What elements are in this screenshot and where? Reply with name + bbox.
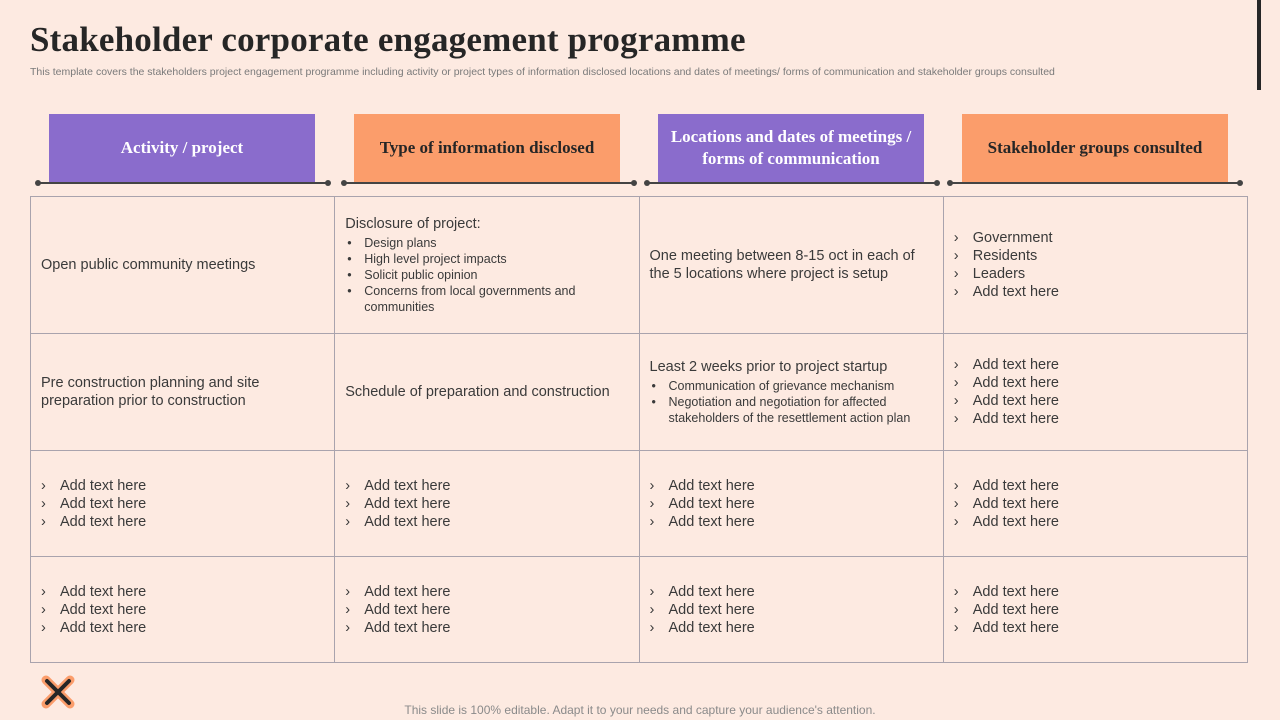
- header-activity: Activity / project: [49, 114, 315, 182]
- list-item: • Communication of grievance mechanism: [650, 378, 933, 394]
- page-title: Stakeholder corporate engagement programme: [30, 20, 746, 59]
- chevron-right-icon: ›: [953, 495, 959, 512]
- chevron-right-icon: ›: [953, 230, 959, 246]
- chevron-right-icon: ›: [953, 375, 959, 391]
- cell-location: [639, 334, 943, 451]
- list-item: › Add text here: [649, 619, 755, 636]
- list-item: › Add text here: [345, 513, 451, 530]
- chevron-right-icon: ›: [41, 583, 46, 600]
- groups-list: [954, 229, 1237, 301]
- chevron-right-icon: ›: [953, 248, 959, 264]
- chevron-right-icon: ›: [953, 284, 959, 300]
- list-item: › Add text here: [953, 411, 1059, 427]
- line-dot: [325, 180, 331, 186]
- info-bullet-list: [345, 235, 628, 315]
- list-item: › Add text here: [953, 495, 1059, 512]
- chevron-right-icon: ›: [953, 583, 959, 600]
- list-item: › Add text here: [41, 619, 147, 636]
- cell-location: One meeting between 8-15 oct in each of the 5 locations where project is setup: [639, 197, 943, 334]
- list-item: › Add text here: [953, 357, 1059, 373]
- cell-location: [639, 557, 943, 663]
- header-underline: [647, 182, 937, 184]
- list-item: • High level project impacts: [345, 251, 628, 267]
- chevron-right-icon: ›: [953, 477, 959, 494]
- chevron-right-icon: ›: [953, 411, 959, 427]
- chevron-right-icon: ›: [649, 495, 655, 512]
- chevron-right-icon: ›: [41, 601, 46, 618]
- header-information: Type of information disclosed: [354, 114, 620, 182]
- chevron-right-icon: ›: [953, 513, 959, 530]
- chevron-right-icon: ›: [953, 601, 959, 618]
- list-item: › Add text here: [41, 513, 147, 530]
- accent-bar: [1257, 0, 1261, 90]
- list-item: • Negotiation and negotiation for affected stakeholders of the resettlement action plan: [650, 394, 933, 426]
- chevron-right-icon: ›: [953, 619, 959, 636]
- list-item: › Add text here: [953, 513, 1059, 530]
- location-intro: Least 2 weeks prior to project startup: [649, 359, 888, 375]
- chevron-right-icon: ›: [953, 357, 959, 373]
- table-row: [31, 197, 1248, 334]
- list-item: › Add text here: [953, 284, 1059, 300]
- cell-groups: [943, 557, 1247, 663]
- chevron-right-icon: ›: [649, 583, 655, 600]
- chevron-right-icon: ›: [345, 477, 351, 494]
- groups-list: [954, 356, 1237, 428]
- cell-information: [335, 197, 639, 334]
- chevron-right-icon: ›: [649, 619, 655, 636]
- list-item: › Add text here: [953, 393, 1059, 409]
- cell-information: [335, 557, 639, 663]
- line-dot: [644, 180, 650, 186]
- list-item: › Add text here: [41, 601, 147, 618]
- info-intro: Disclosure of project:: [345, 216, 481, 232]
- list-item: › Add text here: [345, 601, 451, 618]
- header-underline: [344, 182, 634, 184]
- chevron-right-icon: ›: [649, 601, 655, 618]
- page-subtitle: This template covers the stakeholders project engagement programme including activity or project types of information disclosed locations and dates of meetings/ forms of communication and stakeholder groups consulted: [30, 66, 1055, 78]
- list-item: › Leaders: [953, 266, 1026, 282]
- chevron-right-icon: ›: [345, 583, 351, 600]
- chevron-right-icon: ›: [41, 495, 46, 512]
- list-item: › Add text here: [345, 495, 451, 512]
- list-item: › Add text here: [41, 477, 147, 494]
- cell-information: [335, 451, 639, 557]
- list-item: › Add text here: [649, 477, 755, 494]
- cell-activity: Open public community meetings: [31, 197, 335, 334]
- list-item: › Add text here: [649, 601, 755, 618]
- cell-activity: Pre construction planning and site preparation prior to construction: [31, 334, 335, 451]
- location-bullet-list: [650, 378, 933, 426]
- header-underline: [38, 182, 328, 184]
- line-dot: [1237, 180, 1243, 186]
- cell-activity: [31, 557, 335, 663]
- cell-information: Schedule of preparation and construction: [335, 334, 639, 451]
- chevron-right-icon: ›: [345, 601, 351, 618]
- list-item: • Concerns from local governments and communities: [345, 283, 628, 315]
- footer-note: This slide is 100% editable. Adapt it to your needs and capture your audience's attention.: [404, 703, 876, 717]
- engagement-table: [30, 196, 1248, 663]
- list-item: › Government: [953, 230, 1053, 246]
- chevron-right-icon: ›: [953, 393, 959, 409]
- chevron-right-icon: ›: [345, 513, 351, 530]
- header-underline: [950, 182, 1240, 184]
- chevron-right-icon: ›: [649, 477, 655, 494]
- line-dot: [35, 180, 41, 186]
- list-item: › Add text here: [345, 583, 451, 600]
- header-stakeholders: Stakeholder groups consulted: [962, 114, 1228, 182]
- list-item: • Solicit public opinion: [345, 267, 628, 283]
- table-row: [31, 557, 1248, 663]
- cell-groups: [943, 334, 1247, 451]
- list-item: › Add text here: [649, 583, 755, 600]
- list-item: › Add text here: [953, 477, 1059, 494]
- list-item: › Add text here: [41, 495, 147, 512]
- chevron-right-icon: ›: [41, 513, 46, 530]
- list-item: › Add text here: [345, 477, 451, 494]
- list-item: › Add text here: [649, 495, 755, 512]
- chevron-right-icon: ›: [345, 495, 351, 512]
- list-item: › Add text here: [953, 601, 1059, 618]
- chevron-right-icon: ›: [345, 619, 351, 636]
- chevron-right-icon: ›: [41, 477, 46, 494]
- list-item: › Add text here: [953, 619, 1059, 636]
- table-row: [31, 451, 1248, 557]
- chevron-right-icon: ›: [649, 513, 655, 530]
- list-item: • Design plans: [345, 235, 628, 251]
- list-item: › Add text here: [345, 619, 451, 636]
- line-dot: [341, 180, 347, 186]
- cell-activity: [31, 451, 335, 557]
- cell-location: [639, 451, 943, 557]
- line-dot: [631, 180, 637, 186]
- list-item: › Add text here: [953, 375, 1059, 391]
- header-locations: Locations and dates of meetings / forms of communication: [658, 114, 924, 182]
- cell-groups: [943, 451, 1247, 557]
- list-item: › Add text here: [41, 583, 147, 600]
- list-item: › Add text here: [953, 583, 1059, 600]
- table-row: [31, 334, 1248, 451]
- line-dot: [934, 180, 940, 186]
- cell-groups: [943, 197, 1247, 334]
- line-dot: [947, 180, 953, 186]
- list-item: › Residents: [953, 248, 1038, 264]
- chevron-right-icon: ›: [41, 619, 46, 636]
- list-item: › Add text here: [649, 513, 755, 530]
- chevron-right-icon: ›: [953, 266, 959, 282]
